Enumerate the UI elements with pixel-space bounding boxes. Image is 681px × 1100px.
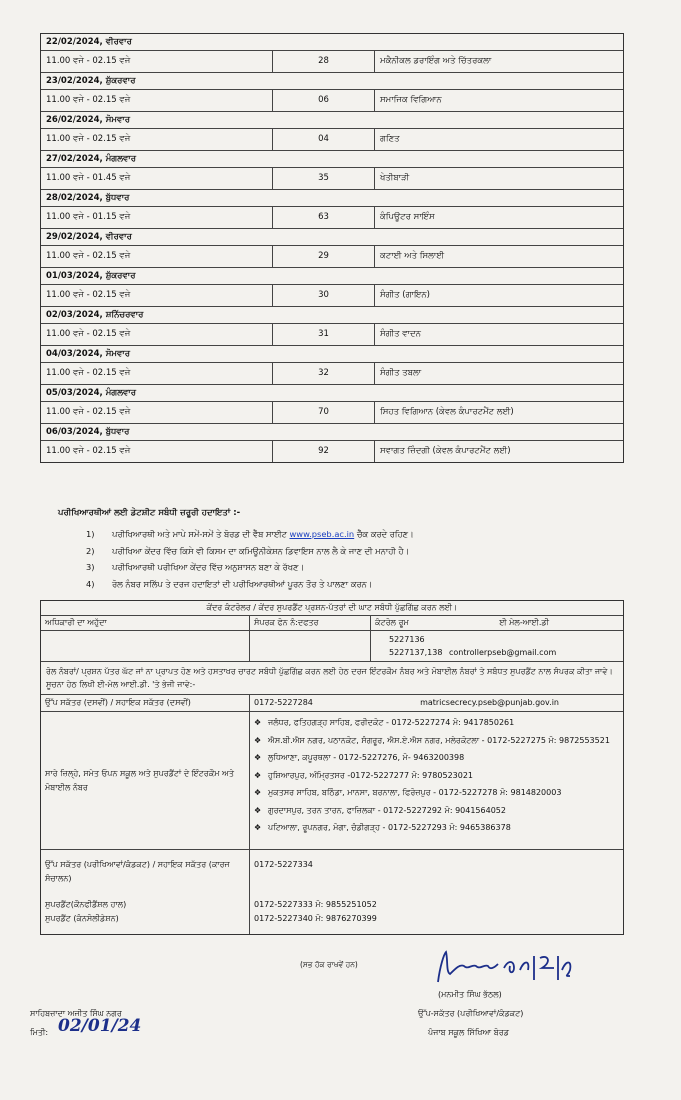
instruction-item [86, 543, 626, 560]
districts-label: ਸਾਰੇ ਜ਼ਿਲ੍ਹੇ, ਸਮੇਤ ਓਪਨ ਸਕੂਲ ਅਤੇ ਸੁਪਰਡੈਂਟਾਂ ਦੇ ਇੰਟਰਕੌਮ ਅਤੇ ਮੋਬਾਈਲ ਨੰਬਰ [45, 768, 235, 792]
date-row: 01/03/2024, ਸ਼ੁੱਕਰਵਾਰ [41, 268, 623, 285]
contact-table [40, 600, 624, 935]
subject-name: ਮਕੈਨੀਕਲ ਡਰਾਇੰਗ ਅਤੇ ਚਿੱਤਰਕਲਾ [380, 56, 492, 66]
bullet-icon: ❖ [254, 805, 262, 815]
instruction-item [86, 576, 626, 593]
datesheet-table [40, 33, 624, 463]
subject-name: ਸੰਗੀਤ ਤਬਲਾ [380, 368, 422, 378]
exam-row [41, 285, 623, 307]
instruction-text-before: ਪਰੀਖਿਆਰਥੀ ਅਤੇ ਮਾਪੇ ਸਮੇਂ-ਸਮੇਂ ਤੇ ਬੋਰਡ ਦੀ ਵੈੱਬ ਸਾਈਟ [112, 529, 290, 539]
date-row: 27/02/2024, ਮੰਗਲਵਾਰ [41, 151, 623, 168]
exam-row [41, 441, 623, 462]
bullet-icon: ❖ [254, 753, 262, 762]
contact-heading: ਕੇਂਦਰ ਕੰਟਰੋਲਰ / ਕੇਂਦਰ ਸੁਪਰਡੈਂਟ ਪ੍ਰਸ਼ਨ-ਪੱਤਰਾਂ ਦੀ ਘਾਟ ਸਬੰਧੀ ਪੁੱਛਗਿੱਛ ਕਰਨ ਲਈ। [41, 601, 623, 616]
signer-name: (ਮਨਮੀਤ ਸਿੰਘ ਭੱਠਲ) [438, 990, 502, 999]
instruction-text-after: ਚੈੱਕ ਕਰਦੇ ਰਹਿਣ। [354, 529, 414, 539]
exam-time: 11.00 ਵਜੇ - 01.45 ਵਜੇ [41, 168, 273, 189]
subject-code: 32 [273, 363, 375, 384]
subject-code: 30 [273, 285, 375, 306]
exam-time: 11.00 ਵਜੇ - 02.15 ਵਜੇ [41, 324, 273, 345]
instruction-text-before: ਰੋਲ ਨੰਬਰ ਸਲਿੱਪ ਤੇ ਦਰਜ ਹਦਾਇਤਾਂ ਦੀ ਪਰੀਖਿਆਰਥੀਆਂ ਪੂਰਨ ਤੌਰ ਤੇ ਪਾਲਣਾ ਕਰਨ। [112, 578, 373, 589]
subject-name: ਕਟਾਈ ਅਤੇ ਸਿਲਾਈ [380, 251, 445, 261]
exam-row [41, 363, 623, 385]
exam-row [41, 129, 623, 151]
districts-list [250, 712, 623, 849]
district-item [254, 819, 619, 837]
signature-image [430, 946, 580, 988]
instruction-text [112, 526, 414, 543]
control-phone-1: 5227136 [389, 635, 425, 644]
place: ਸਾਹਿਬਜ਼ਾਦਾ ਅਜੀਤ ਸਿੰਘ ਨਗਰ [30, 1009, 122, 1018]
instruction-number: 1) [86, 529, 95, 539]
district-item [254, 714, 619, 732]
exam-time: 11.00 ਵਜੇ - 02.15 ਵਜੇ [41, 363, 273, 384]
date-label: ਮਿਤੀ: [30, 1028, 49, 1037]
district-item [254, 767, 619, 785]
subject-name: ਸਮਾਜਿਕ ਵਿਗਿਆਨ [380, 95, 442, 105]
subject-code: 35 [273, 168, 375, 189]
subject-code: 06 [273, 90, 375, 111]
subject-code: 04 [273, 129, 375, 150]
col-email: ਈ ਮੇਲ-ਆਈ.ਡੀ [499, 618, 549, 627]
district-contact: ਗੁਰਦਾਸਪੁਰ, ਤਰਨ ਤਾਰਨ, ਫਾਜ਼ਿਲਕਾ - 0172-5227292 ਮੋ: 9041564052 [268, 805, 506, 815]
date-row: 04/03/2024, ਸੋਮਵਾਰ [41, 346, 623, 363]
instruction-text [112, 559, 304, 576]
subject-code: 29 [273, 246, 375, 267]
subject-name: ਸੰਗੀਤ ਵਾਦਨ [380, 329, 421, 339]
exam-time: 11.00 ਵਜੇ - 02.15 ਵਜੇ [41, 441, 273, 462]
bullet-icon: ❖ [254, 770, 262, 780]
district-contact: ਲੁਧਿਆਣਾ, ਕਪੂਰਥਲਾ - 0172-5227276, ਮੋ- 9463200398 [268, 753, 465, 762]
districts-row [41, 712, 623, 850]
exam-time: 11.00 ਵਜੇ - 02.15 ਵਜੇ [41, 51, 273, 72]
district-item [254, 784, 619, 802]
district-contact: ਐਸ.ਬੀ.ਐਸ ਨਗਰ, ਪਠਾਨਕੋਟ, ਸੰਗਰੂਰ, ਐਸ.ਏ.ਐਸ ਨਗਰ, ਮਲੇਰਕੋਟਲਾ - 0172-5227275 ਮੋ: 9872553521 [268, 735, 610, 745]
subject-name: ਸਿਹਤ ਵਿਗਿਆਨ (ਕੇਵਲ ਕੰਪਾਰਟਮੈਂਟ ਲਈ) [380, 407, 514, 417]
exam-phone: 0172-5227334 [254, 860, 313, 869]
subject-name: ਕੰਪਿਊਟਰ ਸਾਇੰਸ [380, 212, 435, 222]
bullet-icon: ❖ [254, 718, 262, 727]
date-row: 23/02/2024, ਸ਼ੁੱਕਰਵਾਰ [41, 73, 623, 90]
instructions-list [86, 526, 626, 592]
contact-note: ਰੋਲ ਨੰਬਰਾਂ/ ਪ੍ਰਸ਼ਨ ਪੱਤਰ ਘੱਟ ਜਾਂ ਨਾ ਪ੍ਰਾਪਤ ਹੋਣ ਅਤੇ ਹਸਤਾਖਰ ਚਾਰਟ ਸਬੰਧੀ ਪੁੱਛਗਿੱਛ ਕਰਨ ਲਈ ਹੇਠ ਦਰਜ ਇੰਟਰਕੌਮ ਨੰਬਰ ਅਤੇ ਮੋਬਾਈਲ ਨੰਬਰਾਂ ਤੇ ਸਬੰਧਤ ਸੁਪਰਡੈਂਟ ਨਾਲ ਸੰਪਰਕ ਕੀਤਾ ਜਾਵੇ। ਸੂਚਨਾ ਹੇਠ ਲਿਖੀ ਈ-ਮੇਲ ਆਈ.ਡੀ. 'ਤੇ ਭੇਜੀ ਜਾਵੇ:- [41, 662, 623, 695]
district-item [254, 802, 619, 820]
subject-name: ਸੰਗੀਤ (ਗਾਇਨ) [380, 290, 430, 300]
district-item [254, 732, 619, 750]
col-officer: ਅਧਿਕਾਰੀ ਦਾ ਅਹੁੱਦਾ [41, 616, 250, 630]
deputy-email: matricsecrecy.pseb@punjab.gov.in [420, 698, 559, 707]
subject-code: 31 [273, 324, 375, 345]
exam-row [41, 850, 623, 934]
exam-row [41, 402, 623, 424]
exam-row [41, 51, 623, 73]
col-control-room: ਕੰਟਰੋਲ ਰੂਮ [375, 618, 409, 627]
district-contact: ਜਲੰਧਰ, ਫਤਿਹਗੜ੍ਹ ਸਾਹਿਬ, ਫਰੀਦਕੋਟ - 0172-5227274 ਮੋ: 9417850261 [268, 718, 515, 727]
signer-title: ਉੱਪ-ਸਕੱਤਰ (ਪਰੀਖਿਆਵਾਂ/ਕੰਡਕਟ) [418, 1009, 524, 1018]
exam-time: 11.00 ਵਜੇ - 01.15 ਵਜੇ [41, 207, 273, 228]
deputy-secretary: ਉੱਪ ਸਕੱਤਰ (ਦਸਵੀਂ) / ਸਹਾਇਕ ਸਕੱਤਰ (ਦਸਵੀਂ) [41, 695, 250, 711]
date-row: 02/03/2024, ਸ਼ਨਿੱਚਰਵਾਰ [41, 307, 623, 324]
date-row: 29/02/2024, ਵੀਰਵਾਰ [41, 229, 623, 246]
exam-row [41, 207, 623, 229]
exam-time: 11.00 ਵਜੇ - 02.15 ਵਜੇ [41, 90, 273, 111]
deputy-phone: 0172-5227284 [254, 698, 313, 707]
instructions-title: ਪਰੀਖਿਆਰਥੀਆਂ ਲਈ ਡੇਟਸ਼ੀਟ ਸਬੰਧੀ ਜ਼ਰੂਰੀ ਹਦਾਇਤਾਂ :- [58, 508, 241, 518]
instruction-text [112, 576, 372, 593]
date-row: 06/03/2024, ਬੁੱਧਵਾਰ [41, 424, 623, 441]
exam-row [41, 168, 623, 190]
exam-secretary: ਉੱਪ ਸਕੱਤਰ (ਪਰੀਖਿਆਵਾਂ/ਕੰਡਕਟ) / ਸਹਾਇਕ ਸਕੱਤਰ (ਕਾਰਜ ਸੰਚਾਲਨ) [45, 860, 230, 883]
deputy-row [41, 695, 623, 712]
control-phone-2: 5227137,138 [389, 648, 443, 657]
subject-code: 92 [273, 441, 375, 462]
instruction-text-before: ਪਰੀਖਿਆ ਕੇਂਦਰ ਵਿੱਚ ਕਿਸੇ ਵੀ ਕਿਸਮ ਦਾ ਕਮਿਊਨੀਕੇਸ਼ਨ ਡਿਵਾਇਸ ਨਾਲ ਲੈ ਕੇ ਜਾਣ ਦੀ ਮਨਾਹੀ ਹੈ। [112, 545, 410, 556]
subject-code: 28 [273, 51, 375, 72]
date-row: 22/02/2024, ਵੀਰਵਾਰ [41, 34, 623, 51]
instruction-number: 4) [86, 578, 95, 589]
bullet-icon: ❖ [254, 823, 262, 832]
exam-row [41, 90, 623, 112]
instruction-text-before: ਪਰੀਖਿਆਰਥੀ ਪਰੀਖਿਆ ਕੇਂਦਰ ਵਿੱਚ ਅਨੁਸ਼ਾਸਨ ਬਣਾ ਕੇ ਰੱਖਣ। [112, 562, 304, 572]
control-row [41, 631, 623, 662]
subject-name: ਖੇਤੀਬਾੜੀ [380, 173, 410, 183]
instruction-number: 3) [86, 562, 95, 572]
control-email: controllerpseb@gmail.com [449, 648, 557, 657]
exam-time: 11.00 ਵਜੇ - 02.15 ਵਜੇ [41, 246, 273, 267]
district-item [254, 749, 619, 767]
subject-name: ਸਵਾਗਤ ਜ਼ਿੰਦਗੀ (ਕੇਵਲ ਕੰਪਾਰਟਮੈਂਟ ਲਈ) [380, 446, 511, 456]
supdt-confidential: ਸੁਪਰਡੈਂਟ(ਕੌਨਫੀਡੈਂਸ਼ਲ ਹਾਲ) [45, 900, 127, 909]
exam-row [41, 324, 623, 346]
supdt-confidential-phone: 0172-5227333 ਮੋ: 9855251052 [254, 900, 377, 909]
website-link[interactable]: www.pseb.ac.in [289, 529, 355, 539]
instruction-item [86, 526, 626, 543]
subject-code: 63 [273, 207, 375, 228]
exam-time: 11.00 ਵਜੇ - 02.15 ਵਜੇ [41, 402, 273, 423]
supdt-consolidation-phone: 0172-5227340 ਮੋ: 9876270399 [254, 914, 377, 923]
bullet-icon: ❖ [254, 788, 262, 797]
contact-header-row [41, 616, 623, 631]
rights-reserved: (ਸਭ ਹੱਕ ਰਾਖਵੇਂ ਹਨ) [300, 960, 358, 969]
instruction-number: 2) [86, 545, 95, 556]
board-name: ਪੰਜਾਬ ਸਕੂਲ ਸਿੱਖਿਆ ਬੋਰਡ [428, 1028, 509, 1037]
supdt-consolidation: ਸੁਪਰਡੈਂਟ (ਕੰਨਸੋਲੀਡੇਸ਼ਨ) [45, 914, 119, 923]
exam-time: 11.00 ਵਜੇ - 02.15 ਵਜੇ [41, 129, 273, 150]
exam-row [41, 246, 623, 268]
instruction-text [112, 543, 409, 560]
date-row: 28/02/2024, ਬੁੱਧਵਾਰ [41, 190, 623, 207]
col-phone: ਸੰਪਰਕ ਫੋਨ ਨੰ:ਦਫਤਰ [250, 616, 371, 630]
district-contact: ਹੁਸ਼ਿਆਰਪੁਰ, ਅੰਮ੍ਰਿਤਸਰ -0172-5227277 ਮੋ: 9780523021 [268, 770, 474, 780]
date-row: 05/03/2024, ਮੰਗਲਵਾਰ [41, 385, 623, 402]
subject-name: ਗਣਿਤ [380, 134, 400, 144]
date-row: 26/02/2024, ਸੋਮਵਾਰ [41, 112, 623, 129]
bullet-icon: ❖ [254, 735, 262, 745]
district-contact: ਮੁਕਤਸਰ ਸਾਹਿਬ, ਬਠਿੰਡਾ, ਮਾਨਸਾ, ਬਰਨਾਲਾ, ਫਿਰੋਜ਼ਪੁਰ - 0172-5227278 ਮੋ: 9814820003 [268, 788, 562, 797]
subject-code: 70 [273, 402, 375, 423]
handwritten-date: 02/01/24 [58, 1016, 142, 1036]
district-contact: ਪਟਿਆਲਾ, ਰੂਪਨਗਰ, ਮੋਗਾ, ਚੰਡੀਗੜ੍ਹ - 0172-5227293 ਮੋ: 9465386378 [268, 823, 511, 832]
exam-time: 11.00 ਵਜੇ - 02.15 ਵਜੇ [41, 285, 273, 306]
instruction-item [86, 559, 626, 576]
